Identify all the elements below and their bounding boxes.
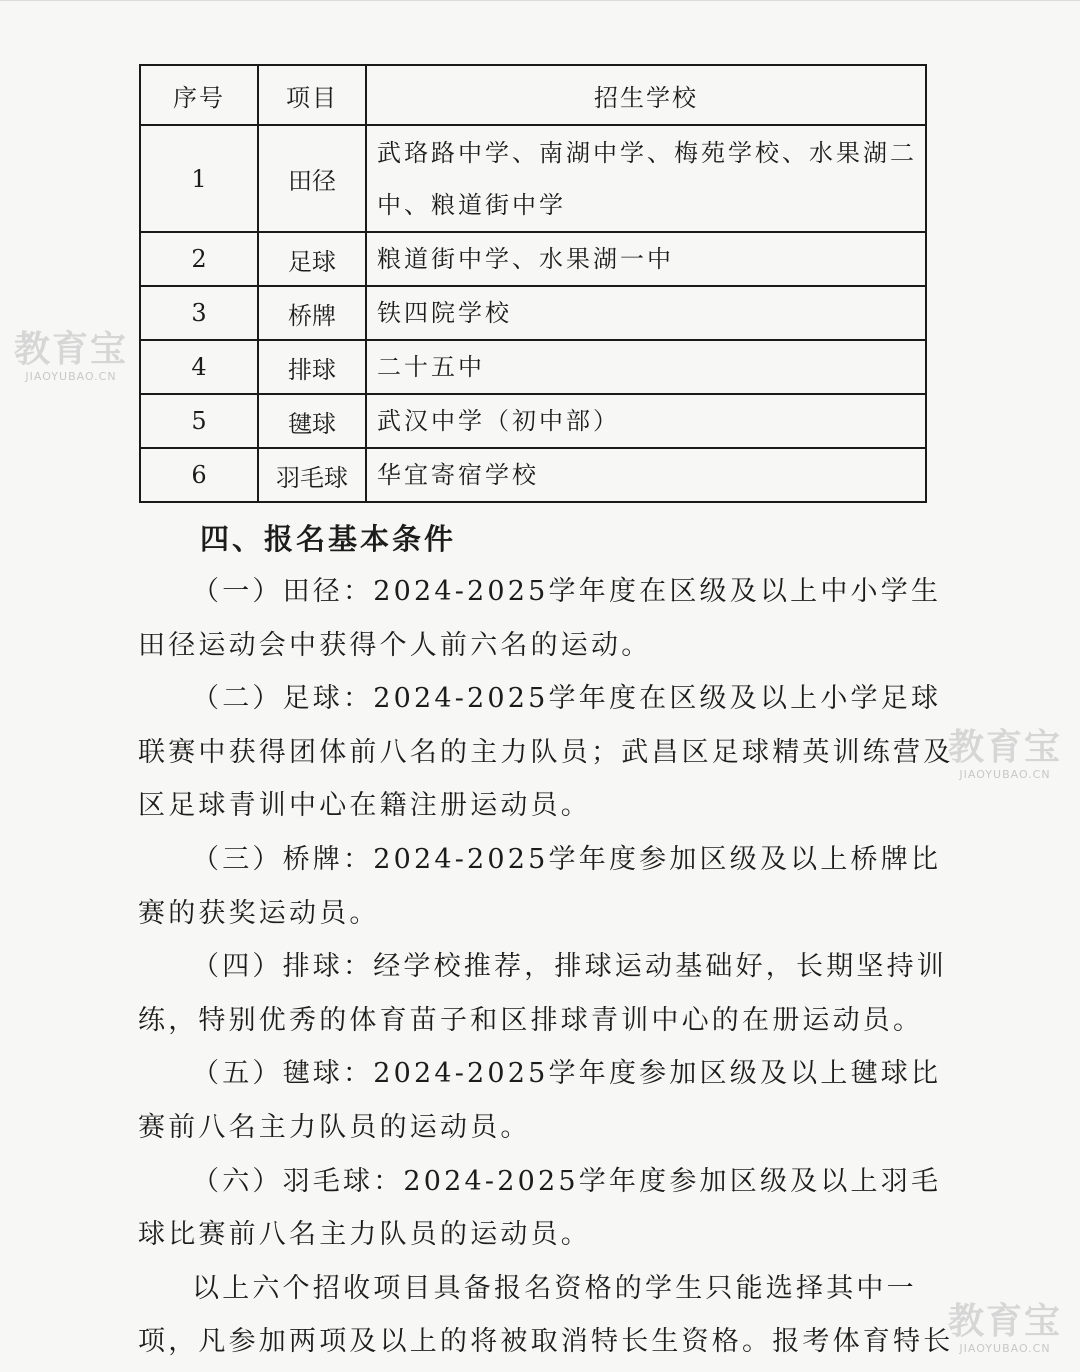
- watermark-subtext: JIAOYUBAO.CN: [959, 1342, 1051, 1355]
- watermark-subtext: JIAOYUBAO.CN: [25, 370, 117, 383]
- table-header-row: [140, 65, 926, 125]
- row-number: 6: [140, 448, 258, 502]
- paragraph-bridge: （三）桥牌：2024-2025学年度参加区级及以上桥牌比赛的获奖运动员。: [138, 843, 942, 929]
- paragraph-track: （一）田径：2024-2025学年度在区级及以上中小学生田径运动会中获得个人前六名的运动。: [138, 576, 942, 661]
- paragraph-shuttlecock: （五）毽球：2024-2025学年度参加区级及以上毽球比赛前八名主力队员的运动员。: [138, 1058, 942, 1143]
- row-sport: 毽球: [258, 394, 366, 448]
- row-schools: 粮道街中学、水果湖一中: [366, 232, 926, 286]
- row-sport: 田径: [258, 125, 366, 232]
- paragraph-note: 以上六个招收项目具备报名资格的学生只能选择其中一项，凡参加两项及以上的将被取消特长生资格。报考体育特长: [138, 1272, 954, 1358]
- header-sport: 项目: [258, 65, 366, 125]
- row-number: 5: [140, 394, 258, 448]
- header-number: 序号: [140, 65, 258, 125]
- watermark-logo: [948, 1302, 1062, 1356]
- row-sport: 桥牌: [258, 286, 366, 340]
- table-row: [140, 340, 926, 394]
- enrollment-schools-table: [139, 64, 927, 503]
- header-schools: 招生学校: [366, 65, 926, 125]
- table-row: [140, 286, 926, 340]
- row-schools: 武珞路中学、南湖中学、梅苑学校、水果湖二中、粮道街中学: [366, 125, 926, 232]
- row-number: 1: [140, 125, 258, 232]
- row-number: 3: [140, 286, 258, 340]
- watermark-logo: [14, 330, 128, 384]
- row-number: 2: [140, 232, 258, 286]
- row-schools: 华宜寄宿学校: [366, 448, 926, 502]
- row-sport: 足球: [258, 232, 366, 286]
- section-title: 四、报名基本条件: [200, 522, 457, 556]
- table-row: [140, 125, 926, 232]
- row-schools: 二十五中: [366, 340, 926, 394]
- paragraph-football: （二）足球：2024-2025学年度在区级及以上小学足球联赛中获得团体前八名的主力队员；武昌区足球精英训练营及区足球青训中心在籍注册运动员。: [138, 683, 954, 822]
- row-number: 4: [140, 340, 258, 394]
- watermark-text: 教育宝: [14, 329, 129, 370]
- table-row: [140, 448, 926, 502]
- watermark-subtext: JIAOYUBAO.CN: [959, 768, 1051, 781]
- top-edge-line: [0, 0, 1080, 1]
- row-sport: 排球: [258, 340, 366, 394]
- watermark-text: 教育宝: [948, 727, 1063, 768]
- row-sport: 羽毛球: [258, 448, 366, 502]
- watermark-logo: [948, 728, 1062, 782]
- row-schools: 铁四院学校: [366, 286, 926, 340]
- paragraph-badminton: （六）羽毛球：2024-2025学年度参加区级及以上羽毛球比赛前八名主力队员的运动员。: [138, 1165, 942, 1251]
- row-schools: 武汉中学（初中部）: [366, 394, 926, 448]
- paragraph-volleyball: （四）排球：经学校推荐，排球运动基础好，长期坚持训练，特别优秀的体育苗子和区排球青训中心的在册运动员。: [138, 951, 947, 1036]
- table-row: [140, 394, 926, 448]
- table-row: [140, 232, 926, 286]
- section-body: [138, 565, 968, 1369]
- watermark-text: 教育宝: [948, 1301, 1063, 1342]
